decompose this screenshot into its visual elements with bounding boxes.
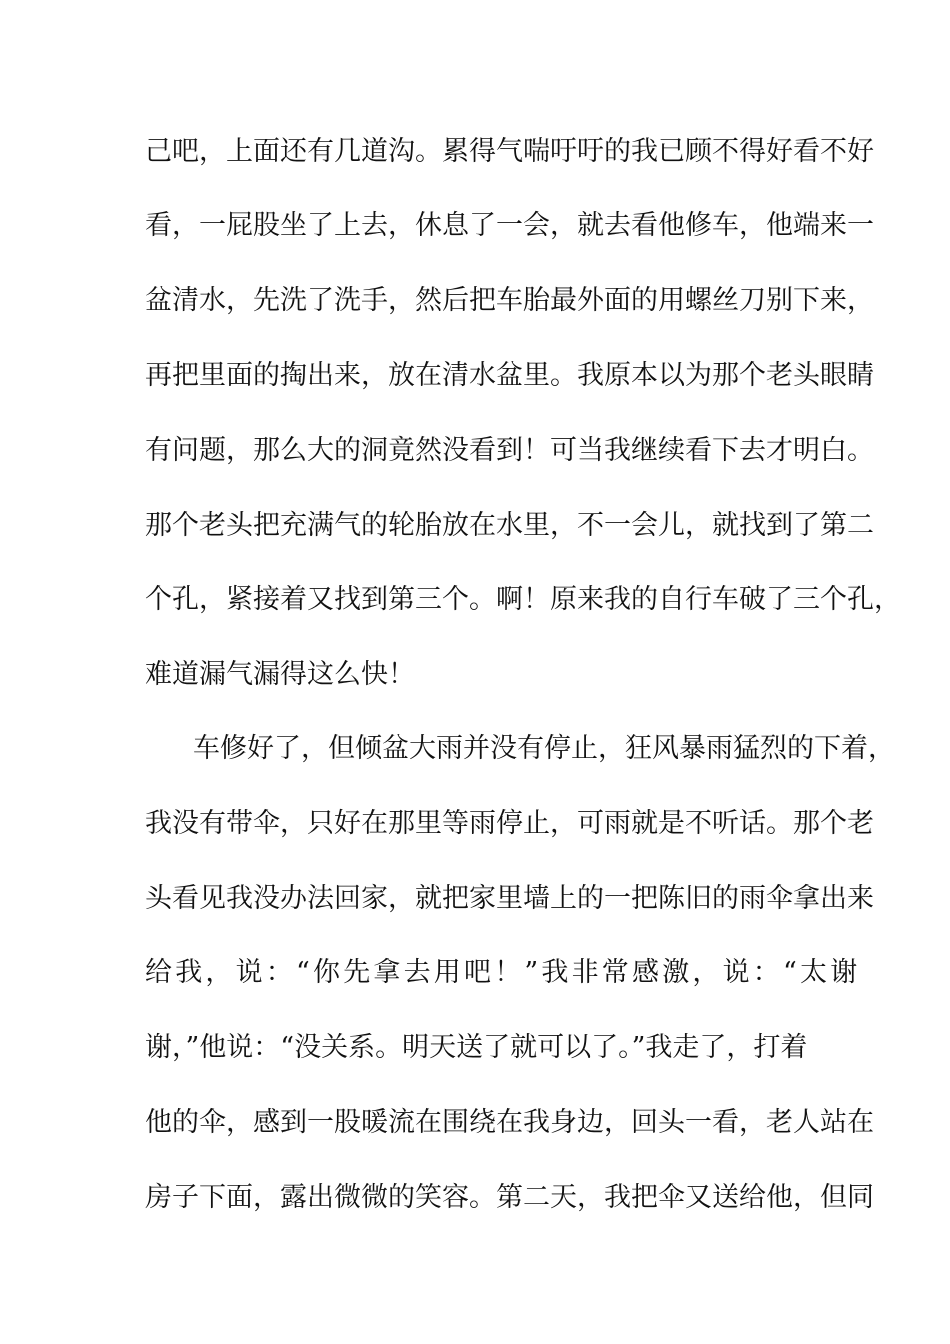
text-line: 房子下面，露出微微的笑容。第二天，我把伞又送给他，但同: [145, 1182, 874, 1213]
text-line: 再把里面的掏出来，放在清水盆里。我原本以为那个老头眼睛: [145, 360, 874, 391]
text-line: 那个老头把充满气的轮胎放在水里，不一会儿，就找到了第二: [145, 510, 874, 541]
text-line: 给我，说：“你先拿去用吧！”我非常感激，说：“太谢: [145, 957, 861, 988]
text-line: 难道漏气漏得这么快！: [145, 659, 415, 690]
text-line: 个孔，紧接着又找到第三个。啊！原来我的自行车破了三个孔，: [145, 584, 901, 615]
text-line: 谢，”他说：“没关系。明天送了就可以了。”我走了，打着: [145, 1032, 808, 1063]
text-line: 盆清水，先洗了洗手，然后把车胎最外面的用螺丝刀别下来，: [145, 285, 874, 316]
text-line: 有问题，那么大的洞竟然没看到！可当我继续看下去才明白。: [145, 435, 874, 466]
paragraph-first-line: 车修好了，但倾盆大雨并没有停止，狂风暴雨猛烈的下着，: [193, 733, 895, 764]
text-line: 他的伞，感到一股暖流在围绕在我身边，回头一看，老人站在: [145, 1107, 874, 1138]
text-line: 头看见我没办法回家，就把家里墙上的一把陈旧的雨伞拿出来: [145, 883, 874, 914]
text-line: 看，一屁股坐了上去，休息了一会，就去看他修车，他端来一: [145, 210, 874, 241]
text-line: 我没有带伞，只好在那里等雨停止，可雨就是不听话。那个老: [145, 808, 874, 839]
text-line: 己吧，上面还有几道沟。累得气喘吁吁的我已顾不得好看不好: [145, 136, 874, 167]
